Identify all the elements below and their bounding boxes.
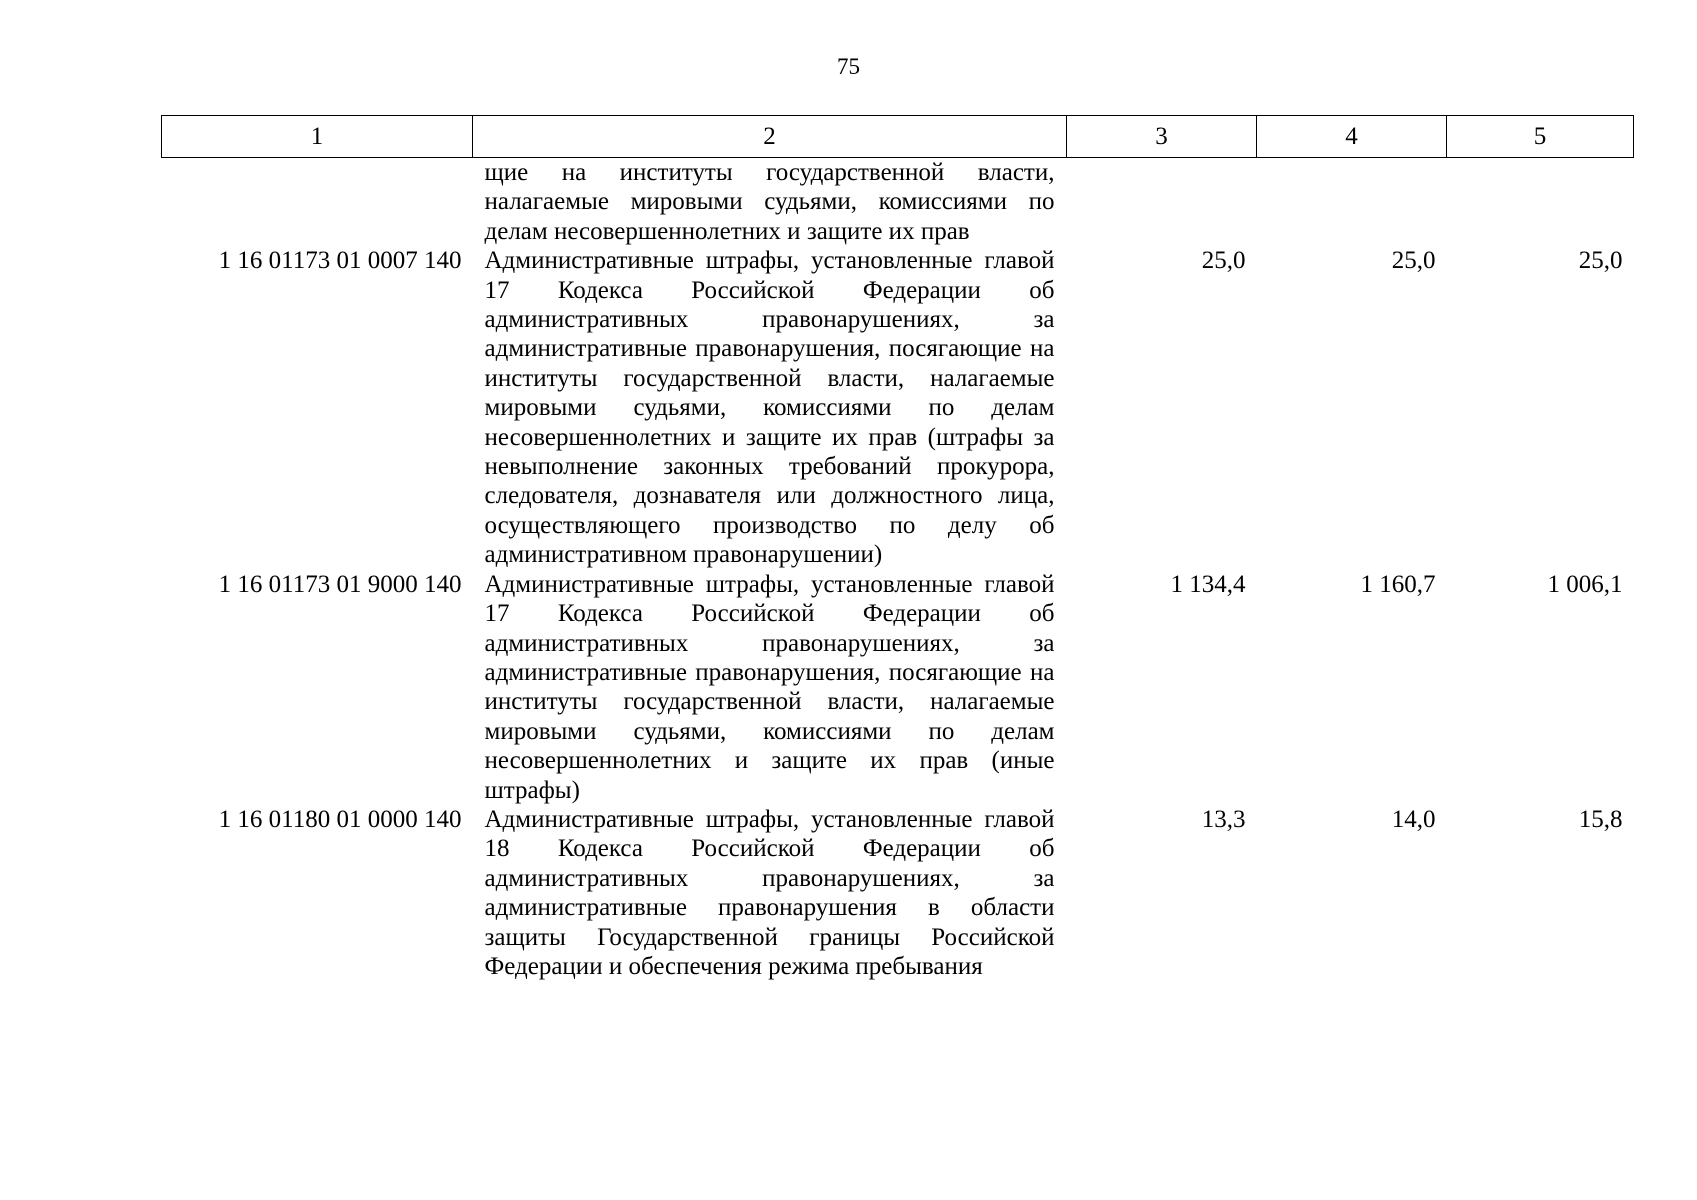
column-header-2: 2: [473, 116, 1067, 158]
value-cell-5: 25,0: [1578, 247, 1623, 275]
table-body: [162, 158, 1634, 982]
budget-table: [161, 115, 1634, 981]
value-cell-5: [1447, 158, 1634, 247]
description-cell: Административные штрафы, установленные главой 18 Кодекса Российской Федерации об административных правонарушениях, за административные правонарушения в области защиты Государственной границы Российской Федерации и обеспечения режима пребывания: [484, 805, 1055, 980]
table-row: [162, 246, 1634, 569]
description-cell: Административные штрафы, установленные главой 17 Кодекса Российской Федерации об административных правонарушениях, за административные правонарушения, посягающие на институты государственной власти, налагаемые мировыми судьями, комиссиями по делам несовершеннолетних и защите их прав (штрафы за невыполнение законных требований прокурора, следователя, дознавателя или должностного лица, осуществляющего производство по делу об административном правонарушении): [484, 247, 1055, 569]
table-row: [162, 570, 1634, 805]
value-cell-5: 15,8: [1578, 805, 1623, 833]
code-cell: [162, 158, 473, 247]
value-cell-4: 1 160,7: [1360, 570, 1436, 598]
value-cell-3: 1 134,4: [1170, 570, 1246, 598]
value-cell-4: 14,0: [1391, 805, 1436, 833]
table-row-continuation: [162, 158, 1634, 247]
value-cell-5: 1 006,1: [1547, 570, 1623, 598]
code-cell: 1 16 01180 01 0000 140: [218, 805, 462, 833]
value-cell-3: 25,0: [1201, 247, 1246, 275]
column-header-3: 3: [1067, 116, 1257, 158]
description-cell: щие на институты государственной власти, налагаемые мировыми судьями, комиссиями по делам несовершеннолетних и защите их прав: [484, 159, 1055, 245]
value-cell-3: 13,3: [1201, 805, 1246, 833]
column-header-4: 4: [1257, 116, 1447, 158]
table-header: [162, 116, 1634, 158]
value-cell-4: [1257, 158, 1447, 247]
page-number: 75: [837, 54, 860, 79]
value-cell-3: [1067, 158, 1257, 247]
value-cell-4: 25,0: [1391, 247, 1436, 275]
column-header-1: 1: [162, 116, 473, 158]
code-cell: 1 16 01173 01 0007 140: [218, 247, 462, 275]
column-header-5: 5: [1447, 116, 1634, 158]
code-cell: 1 16 01173 01 9000 140: [218, 570, 462, 598]
header-row: [162, 116, 1634, 158]
description-cell: Административные штрафы, установленные главой 17 Кодекса Российской Федерации об административных правонарушениях, за административные правонарушения, посягающие на институты государственной власти, налагаемые мировыми судьями, комиссиями по делам несовершеннолетних и защите их прав (иные штрафы): [484, 570, 1055, 804]
table-row: [162, 805, 1634, 981]
